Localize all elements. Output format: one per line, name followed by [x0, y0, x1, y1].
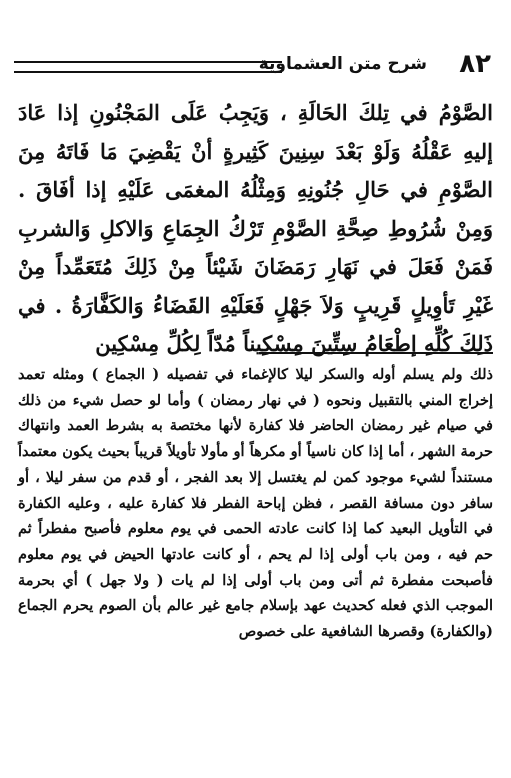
- header-double-rule: [14, 61, 282, 73]
- footnote-separator: [259, 352, 493, 354]
- page-number: ٨٢: [459, 49, 491, 79]
- main-paragraph: الصَّوْمُ في تِلكَ الحَالَةِ ، وَيَجِبُ عَلَى المَجْنُونِ إذا عَادَ إليهِ عَقْلُهُ وَلَوْ بَعْدَ سِنِينَ كَثِيرةٍ أنْ يَقْضِيَ مَا فَاتَهُ مِنَ الصَّوْمِ في حَالِ جُنُونِهِ وَمِثْلُهُ المغمَى عَلَيْهِ إذا أفَاقَ . وَمِنْ شُرُوطِ صِحَّةِ الصَّوْمِ تَرْكُ الجِمَاعِ وَالاكلِ وَالشربِ فَمَنْ فَعَلَ في نَهَارِ رَمَضَانَ شَيْئاً مِنْ ذَلِكَ مُتَعَمِّداً مِنْ غَيْرِ تَأوِيلٍ قَرِيبٍ وَلاَ جَهْلٍ فَعَلَيْهِ القَضَاءُ وَالكَفَّارَةُ . في ذَلِكَ كُلِّهِ إطْعَامُ سِتِّينَ مِسْكِيناً مُدّاً لِكُلِّ مِسْكِين: [18, 100, 493, 356]
- page-header: [14, 50, 497, 82]
- main-text-block: [18, 94, 493, 364]
- footnote-paragraph: ذلك ولم يسلم أوله والسكر ليلا كالإغماء في تفصيله ( الجماع ) ومثله تعمد إخراج المني بالتقبيل ونحوه ( في نهار رمضان ) وأما لو حصل شيء من ذلك في صيام غير رمضان الحاضر فلا كفارة لأنها مختصة به بشرط العمد وانتهاك حرمة الشهر ، أما إذا كان ناسياً أو مكرهاً أو مأولا تأويلاً قريباً بحيث يكون معتمداً مستنداً لشيء موجود كمن لم يغتسل إلا بعد الفجر ، أو قدم من سفر ليلا ، أو سافر دون مسافة القصر ، فظن إباحة الفطر فلا كفارة عليه ، وعليه الكفارة في التأويل البعيد كما إذا كانت عادته الحمى في يوم معلوم فأصبح مفطراً ثم حم فيه ، ومن باب أولى إذا لم يحم ، أو كانت عادتها الحيض في يوم معلوم فأصبحت مفطرة ثم أتى ومن باب أولى إذا لم يات ( ولا جهل ) أي بحرمة الموجب الذي فعله كحديث عهد بإسلام جامع غير عالم بأن الصوم يحرم الجماع (والكفارة) وقصرها الشافعية على خصوص: [18, 366, 493, 641]
- footnote-block: [18, 362, 493, 645]
- book-title: شرح متن العشماوية: [258, 54, 427, 74]
